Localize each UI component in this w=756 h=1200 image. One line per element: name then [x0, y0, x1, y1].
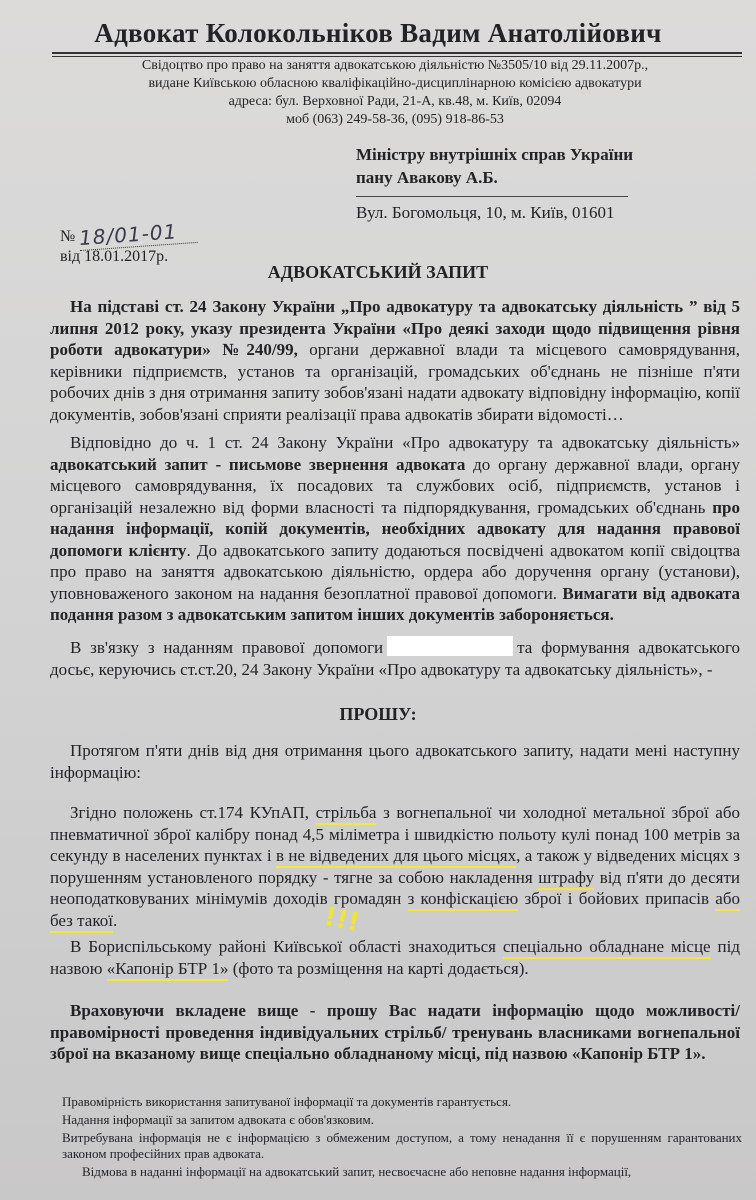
letterhead-phones: моб (063) 249-58-36, (095) 918-86-53: [286, 112, 504, 127]
para2-text1: Відповідно до ч. 1 ст. 24 Закону України «Про адвокатуру та адвокатську діяльність»: [70, 433, 740, 452]
redacted-client-name: [387, 636, 513, 656]
paragraph-legal-basis: [50, 296, 740, 425]
highlight-unassigned-places: в не відведених для цього місцях: [276, 846, 516, 868]
para2-text3: . До адвокатського запиту додаються посвідчені адвокатом копії свідоцтва про право на заняття адвокатською діяльністю, ордера або доручення органу (установи), уповноваженого законом на надання безоплатної правової допомоги.: [50, 540, 741, 603]
footnote-3: Витребувана інформація не є інформацією з обмеженим доступом, а тому ненадання її є порушенням гарантованих законом професійних прав адвоката.: [62, 1130, 742, 1161]
paragraph-location: [50, 936, 740, 979]
para5-text5: зброї і бойових припасів: [518, 889, 716, 908]
para1-rest: органи державної влади та місцевого самоврядування, керівники підприємств, установ та організацій, громадських об'єднань не пізніше п'яти робочих днів з дня отримання запиту зобов'язані надати адвокату відповідну інформацію, копії документів, зобов'язані сприяти реалізації права адвокатів збирати відомості…: [50, 340, 740, 424]
paragraph-context: [50, 636, 740, 680]
paragraph-article-174: [50, 802, 740, 931]
para5-text2: з вогнепальної чи холодної метальної зброї або пневматичної зброї калібру понад 4,5 міліметра і швидкістю польоту кулі понад 100 метрів за секунду в населених пунктах і: [50, 803, 741, 865]
letterhead-cert-line1: Свідоцтво про право на заняття адвокатською діяльністю №3505/10 від 29.11.2007р.,: [141, 58, 649, 73]
para7-bold: Враховуючи вкладене вище - прошу Вас надати інформацію щодо можливості/ правомірності проведення індивідуальних стрільб/ тренувань власниками вогнепальної зброї на вказаному вище спеціально обладнаному місці, під назвою «Капонір БТР 1».: [50, 1001, 740, 1063]
addressee-line2: пану Авакову А.Б.: [356, 168, 498, 187]
highlight-confiscation: з конфіскацією: [408, 889, 519, 911]
letterhead-details: [50, 57, 740, 129]
letterhead-address: адреса: бул. Верховної Ради, 21-А, кв.48, м. Київ, 02094: [228, 94, 562, 109]
document-title: АДВОКАТСЬКИЙ ЗАПИТ: [267, 262, 489, 282]
para3-text1: В зв'язку з наданням правової допомоги: [70, 638, 384, 657]
highlight-kaponir: «Капонір БТР 1»: [107, 959, 229, 981]
addressee-divider: [356, 196, 628, 197]
registration-date: від 18.01.2017р.: [60, 248, 169, 265]
para2-bold1: адвокатський запит - письмове звернення адвоката: [50, 454, 466, 474]
highlight-equipped-place: спеціально обладнане місце: [503, 937, 711, 959]
letterhead-cert-line2: видане Київською обласною кваліфікаційно-дисциплінарною комісією адвокатури: [148, 76, 642, 91]
para5-text1: Згідно положень ст.174 КУпАП,: [70, 803, 316, 822]
para2-text2: до органу державної влади, органу місцевого самоврядування, їх посадових та службових осіб, підприємств, установ і організацій незалежно від форми власності та підпорядкування, громадських об'єднань: [50, 454, 740, 517]
highlight-fine: штрафу: [538, 868, 594, 890]
request-heading: ПРОШУ:: [339, 704, 417, 724]
paragraph-final-request: [50, 1000, 740, 1065]
handwritten-number: 18/01-01: [79, 218, 198, 251]
para6-text2: під назвою: [50, 937, 740, 978]
addressee-block: [356, 143, 746, 189]
letterhead-name: Адвокат Колокольніков Вадим Анатолійович: [94, 18, 662, 48]
para6-text3: (фото та розміщення на карті додається).: [228, 958, 529, 978]
paragraph-request-intro: [50, 740, 740, 783]
registration-number: [60, 219, 197, 251]
handwritten-exclamation: !!!: [321, 901, 363, 939]
para5-text4: від п'яти до десяти неоподатковуваних мінімумів доходів громадян: [50, 867, 740, 908]
para4-text: Протягом п'яти днів від дня отримання цього адвокатського запиту, надати мені наступну інформацію:: [50, 741, 740, 782]
registration-number-prefix: №: [60, 228, 76, 245]
paragraph-definition: [50, 432, 740, 626]
para5-text6: .: [112, 910, 118, 930]
para6-text1: В Бориспільському районі Київської області знаходиться: [70, 937, 503, 956]
para5-text3: , а також у відведених місцях з порушенням установленого порядку - тягне за собою накладення: [50, 846, 740, 887]
para3-text2: та формування адвокатського досьє, керуючись ст.ст.20, 24 Закону України «Про адвокатуру та адвокатську діяльність», -: [50, 638, 741, 679]
highlight-or-without: або без такої: [50, 889, 740, 933]
para1-bold: На підставі ст. 24 Закону України „Про адвокатуру та адвокатську діяльність ” від 5 липня 2012 року, указу президента України «Про деякі заходи щодо підвищення рівня роботи адвокатури» №240/99,: [50, 297, 740, 359]
para2-bold3: Вимагати від адвоката подання разом з адвокатським запитом інших документів забороняється.: [50, 583, 740, 624]
para2-bold2: про надання інформації, копій документів, необхідних адвокату для надання правової допомоги клієнту: [50, 497, 740, 560]
addressee-line1: Міністру внутрішніх справ України: [356, 145, 634, 164]
highlight-strilba: стрільба: [316, 803, 377, 825]
footnote-1: Правомірність використання запитуваної інформації та документів гарантується.: [62, 1094, 512, 1109]
footnotes: [62, 1094, 742, 1182]
addressee-street: Вул. Богомольця, 10, м. Київ, 01601: [356, 203, 615, 222]
footnote-2: Надання інформації за запитом адвоката є обов'язковим.: [62, 1112, 374, 1127]
footnote-4: Відмова в наданні інформації на адвокатський запит, несвоєчасне або неповне надання інформації,: [82, 1164, 632, 1179]
